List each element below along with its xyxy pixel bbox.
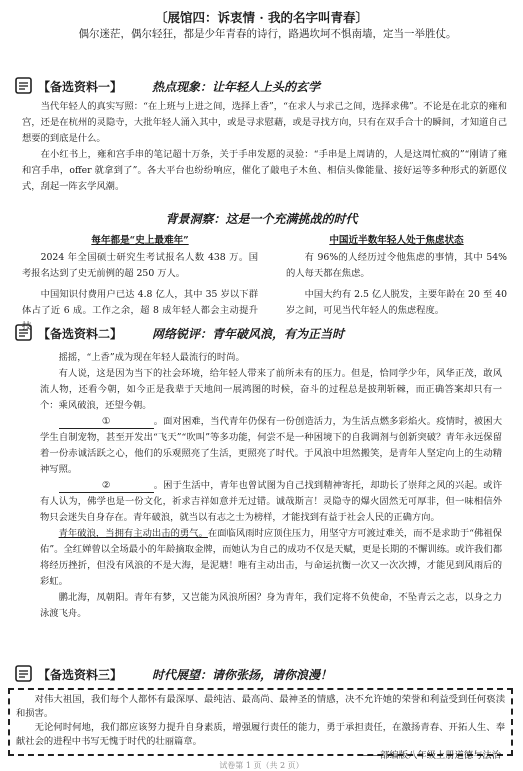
section2-title: 网络锐评：青年破风浪，有为正当时: [152, 326, 345, 341]
section2-paragraph-text: 。困于生活中，青年也曾试图为自己找到精神寄托，却助长了崇拜之风的兴起。或许有人认为，佛学也是一份文化，祈求吉祥如意并无过错。诚哉斯言！灵隐寺的爆火固然无可厚非，但一味相信外物只会迷失自身存在。青年破浪，就当以有志之士为榜样，才能找到有益于社会人民的正确方向。: [40, 480, 502, 523]
section3-header: [14, 664, 509, 684]
section2-paragraph: [40, 526, 502, 590]
section1-title: 热点现象：让年轻人上头的玄学: [152, 79, 321, 94]
section2-paragraph: 鹏北海，凤朝阳。青年有梦，又岂能为风浪所困？身为青年，我们定将不负使命，不坠青云之志，以身之力泳渡飞舟。: [40, 592, 502, 619]
right-column-paragraph: 中国大约有 2.5 亿人脱发，主要年龄在 20 至 40 岁之间，可见当代年轻人的焦虑程度。: [286, 289, 507, 316]
section1-tag: 【备选资料一】: [38, 79, 123, 94]
section3-paragraph: 对伟大祖国，我们每个人都怀有最深厚、最纯洁、最高尚、最神圣的情感，决不允许她的荣誉和利益受到任何亵渎和损害。: [16, 694, 505, 719]
right-column-title: 中国近半数年轻人处于焦虑状态: [329, 235, 464, 246]
background-right-column: [286, 232, 507, 319]
section3-tag: 【备选资料三】: [38, 667, 123, 682]
right-column-paragraph: 有 96%的人经历过令他焦虑的事情，其中 54%的人每天都在焦虑。: [286, 252, 507, 279]
section2-body: [40, 350, 502, 622]
section2-paragraph: 有人说，这是因为当下的社会环境，给年轻人带来了前所未有的压力。但是，恰同学少年，风华正茂，敢风流人物，还看今朝，如今正是我辈于天地间一展鸿图的时候，奋斗的过程总是披荆斩棘，而正确答案却只有一个：乘风破浪，还望今朝。: [40, 368, 502, 411]
underlined-sentence: 青年破浪，当拥有主动出击的勇气。: [58, 528, 208, 539]
section3-source: ——部编版八年级上册道德与法治: [361, 750, 501, 761]
section3-paragraph: 无论何时何地，我们都应该努力提升自身素质，增强履行责任的能力，勇于承担责任，在激扬青春、开拓人生、奉献社会的进程中书写无愧于时代的壮丽篇章。: [16, 722, 505, 747]
left-column-paragraph: 2024 年全国硕士研究生考试报名人数 438 万。国考报名达到了史无前例的超 250 万人。: [22, 252, 258, 279]
section2-paragraph: [40, 414, 502, 478]
answer-blank-1[interactable]: ①: [59, 416, 154, 429]
document-icon: [14, 77, 34, 95]
section3-title: 时代展望：请你张扬，请你浪漫！: [152, 667, 333, 682]
background-title: 背景洞察：这是一个充满挑战的时代: [165, 212, 358, 226]
section2-paragraph-text: 。面对困难，当代青年仍保有一份创造活力，为生活点燃多彩焰火。疫情时，被困大学生自制宠物，甚至开发出“飞天”“吹叫”等多功能，何尝不是一种困境下的自我调剂与创新突破？青年永远保留着一份赤诚活跃之心，他们的乐观照亮了生活，更照亮了时代。于风浪中坦然搬笑，是青年人坚定向上的生动精神写照。: [40, 416, 502, 475]
page-footer: 试卷第 1 页（共 2 页）: [219, 761, 304, 770]
intro-line: 偶尔迷茫，偶尔轻狂，都是少年青春的诗行，路遇坎坷不惧南墙，定当一举胜仗。: [78, 28, 457, 40]
section3-box: [8, 688, 513, 761]
section2-paragraph: 摇摇，“上香”成为现在年轻人最流行的时尚。: [58, 352, 245, 363]
background-left-column: [22, 232, 258, 335]
section1-body: [22, 99, 507, 195]
section2-paragraph: [40, 478, 502, 526]
hall-title: 〔展馆四：诉衷情 · 我的名字叫青春〕: [154, 10, 369, 25]
section1-paragraph: 在小红书上，雍和宫手串的笔记超十万条，关于手串发愿的灵验：“手串是上周请的，人是这周忙疯的”“刚请了雍和宫手串，offer 就拿到了”。各大平台也纷纷响应，催化了敲电子木鱼、相信头像能量、接好运等多种形式的新愿仪式，刮起一阵玄学风潮。: [22, 149, 507, 192]
answer-blank-2[interactable]: ②: [59, 480, 154, 493]
document-icon: [14, 665, 34, 683]
left-column-title: 每年都是“史上最难年”: [91, 235, 189, 246]
section2-tag: 【备选资料二】: [38, 326, 123, 341]
section2-header: [14, 323, 509, 343]
section1-paragraph: 当代年轻人的真实写照：“在上班与上进之间，选择上香”，“在求人与求己之间，选择求佛”。不论是在北京的雍和宫，还是在杭州的灵隐寺，大批年轻人涌入其中，或是寻求慰藉，或是寻找方向，只有在双手合十的瞬间，才知道自己想要的到底是什么。: [22, 101, 507, 144]
section2-paragraph-text: 在面临风雨时应顶住压力，用坚守方可渡过难关，而不是求助于“佛祖保佑”。全红婵曾以全场最小的年龄摘取金牌，而她认为自己的成功不仅是天赋，更是长期的不懈训练。或许我们都将经历挫折，但没有风浪的不是大海，是泥塘！唯有主动出击，与命运抗衡一次又一次次搏，才能见到风雨后的彩虹。: [40, 528, 502, 587]
document-icon: [14, 324, 34, 342]
left-column-paragraph: 中国知识付费用户已达 4.8 亿人，其中 35 岁以下群体占了近 6 成。工作之余，超 8 成年轻人都会主动提升技: [22, 289, 258, 332]
section1-header: [14, 76, 509, 96]
